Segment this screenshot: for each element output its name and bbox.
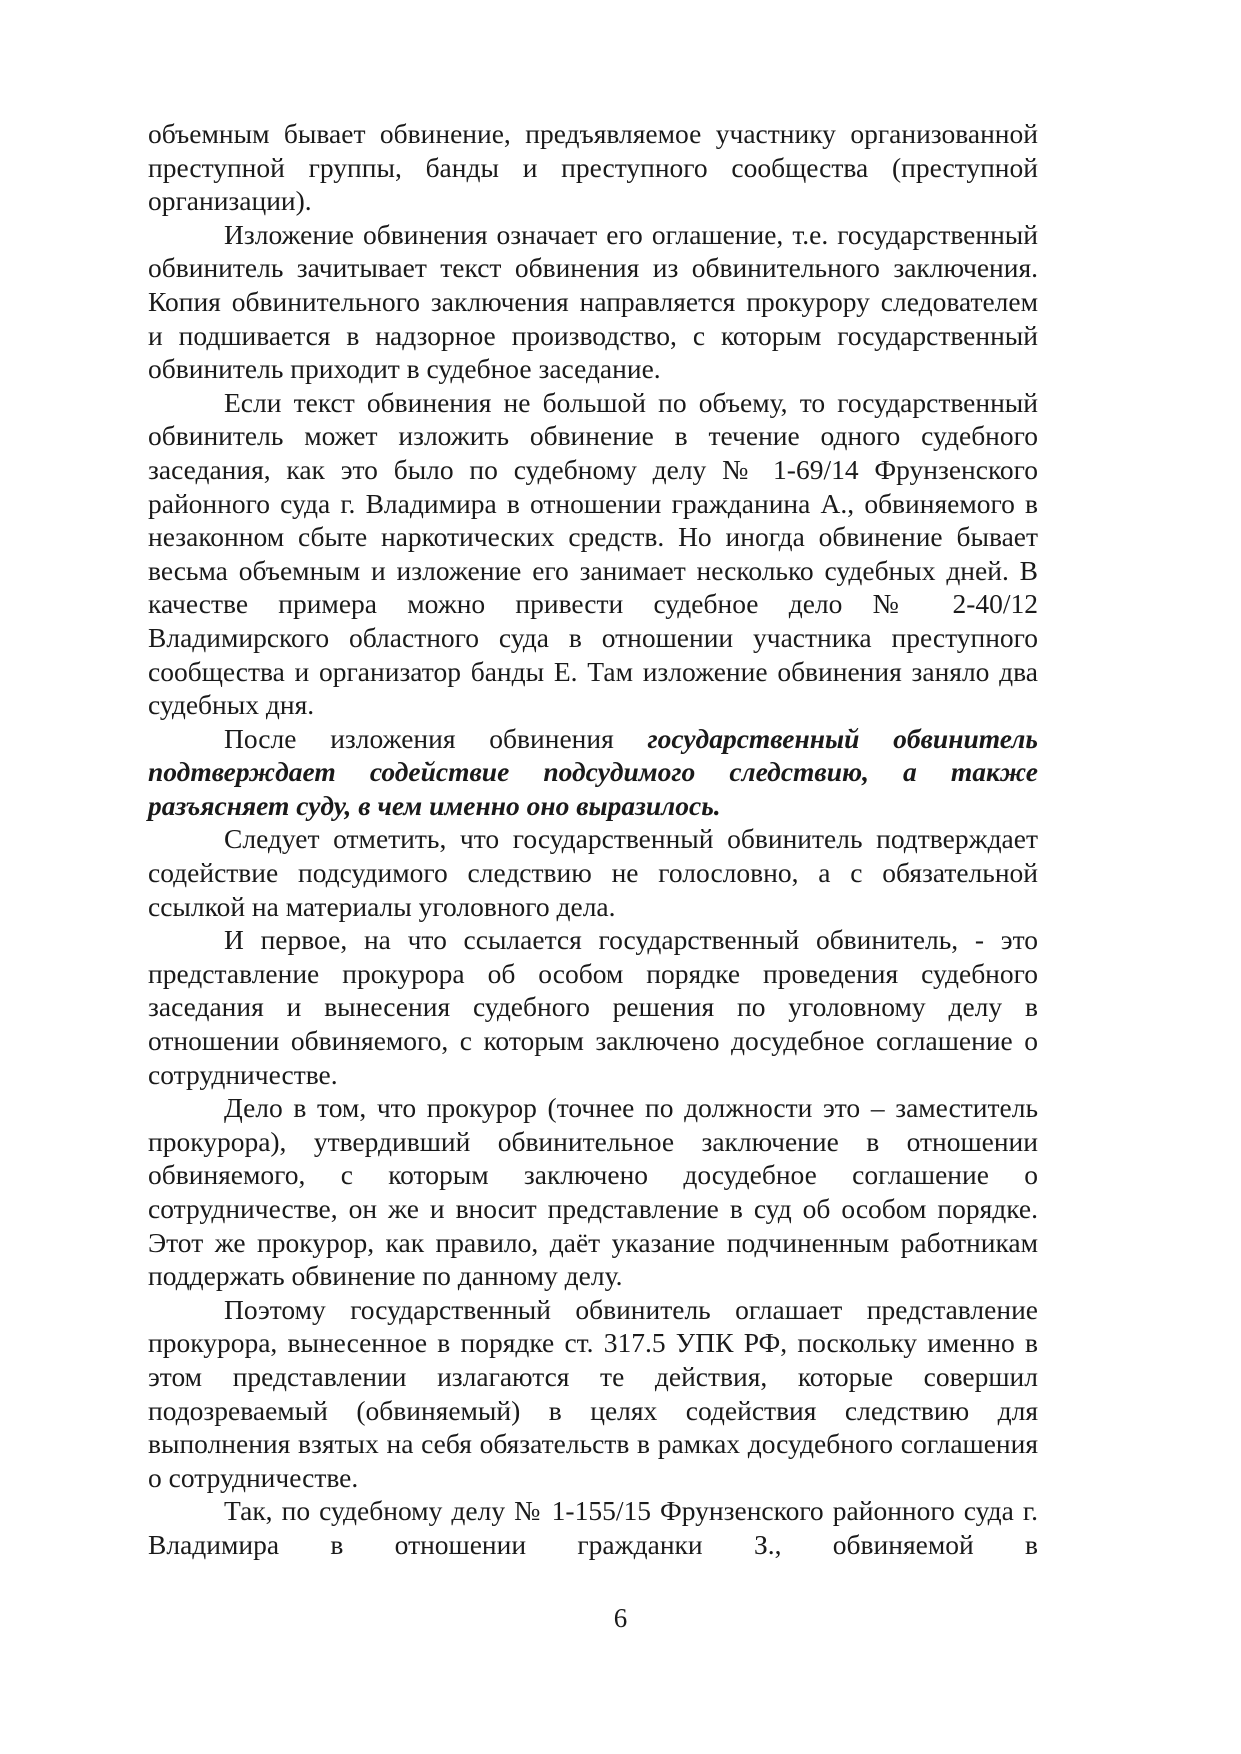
emphasized-text: государственный обвинитель подтверждает содействие подсудимого следствию, а также разъясняет суду, в чем именно оно выразилось.	[148, 722, 1038, 821]
paragraph: Если текст обвинения не большой по объему, то государственный обвинитель может изложить обвинение в течение одного судебного заседания, как это было по судебному делу № 1-69/14 Фрунзенского районного суда г. Владимира в отношении гражданина А., обвиняемого в незаконном сбыте наркотических средств. Но иногда обвинение бывает весьма объемным и изложение его занимает несколько судебных дней. В качестве примера можно привести судебное дело № 2-40/12 Владимирского областного суда в отношении участника преступного сообщества и организатор банды Е. Там изложение обвинения заняло два судебных дня.	[148, 386, 1038, 721]
paragraph: Изложение обвинения означает его оглашение, т.е. государственный обвинитель зачитывает текст обвинения из обвинительного заключения. Копия обвинительного заключения направляется прокурору следователем и подшивается в надзорное производство, с которым государственный обвинитель приходит в судебное заседание.	[148, 218, 1038, 385]
paragraph-continuation: объемным бывает обвинение, предъявляемое участнику организованной преступной группы, банды и преступного сообщества (преступной организации).	[148, 118, 1038, 217]
paragraph-truncated: Так, по судебному делу № 1-155/15 Фрунзенского районного суда г. Владимира в отношении гражданки З., обвиняемой в	[148, 1495, 1038, 1560]
paragraph: И первое, на что ссылается государственный обвинитель, - это представление прокурора об особом порядке проведения судебного заседания и вынесения судебного решения по уголовному делу в отношении обвиняемого, с которым заключено досудебное соглашение о сотрудничестве.	[148, 924, 1038, 1090]
paragraph: Дело в том, что прокурор (точнее по должности это – заместитель прокурора), утвердивший обвинительное заключение в отношении обвиняемого, с которым заключено досудебное соглашение о сотрудничестве, он же и вносит представление в суд об особом порядке. Этот же прокурор, как правило, даёт указание подчиненным работникам поддержать обвинение по данному делу.	[148, 1092, 1038, 1292]
page-number: 6	[613, 1603, 628, 1633]
paragraph: Следует отметить, что государственный обвинитель подтверждает содействие подсудимого следствию не голословно, а с обязательной ссылкой на материалы уголовного дела.	[148, 823, 1038, 922]
paragraph-emphasis	[148, 722, 1038, 823]
paragraph: Поэтому государственный обвинитель оглашает представление прокурора, вынесенное в порядке ст. 317.5 УПК РФ, поскольку именно в этом представлении излагаются те действия, которые совершил подозреваемый (обвиняемый) в целях содействия следствию для выполнения взятых на себя обязательств в рамках досудебного соглашения о сотрудничестве.	[148, 1293, 1038, 1493]
paragraph-lead-text: После изложения обвинения	[224, 722, 648, 754]
body-text	[148, 117, 1038, 1562]
